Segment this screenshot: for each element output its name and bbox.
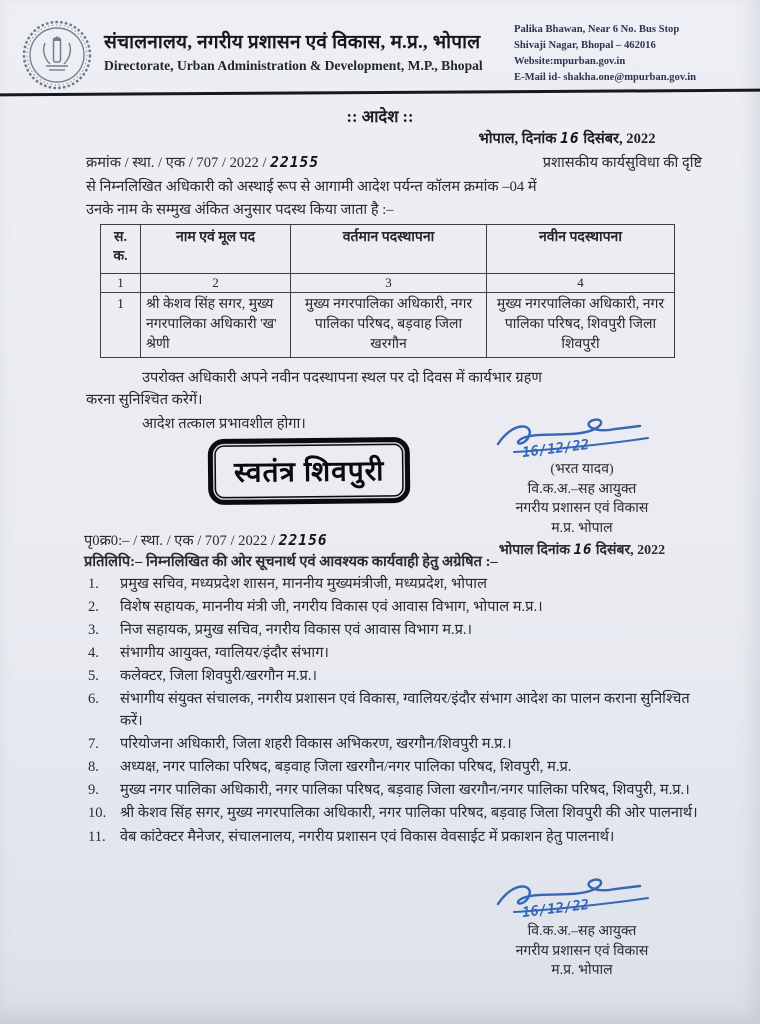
signature-area: [460, 876, 704, 922]
table-colnum-row: [101, 274, 675, 293]
endorsement-ref-printed: पृ0क्र0:– / स्था. / एक / 707 / 2022 /: [84, 533, 276, 549]
handwritten-day: 16: [573, 542, 593, 559]
list-item: [84, 597, 704, 619]
signatory-department: नगरीय प्रशासन एवं विकास: [515, 943, 649, 959]
item-text: निज सहायक, प्रमुख सचिव, नगरीय विकास एवं आवास विभाग म.प्र.।: [120, 622, 473, 639]
list-item: [84, 574, 704, 596]
reference-printed: क्रमांक / स्था. / एक / 707 / 2022 /: [86, 155, 267, 171]
order-effective-line: आदेश तत्काल प्रभावशील होगा।: [142, 416, 306, 432]
col-header-serial: स. क.: [101, 225, 141, 274]
list-item: [84, 827, 704, 849]
endorsement-reference: [84, 530, 704, 550]
address-line: Palika Bhawan, Near 6 No. Bus Stop: [514, 24, 680, 35]
item-number: 4.: [88, 645, 99, 662]
col-header-name: नाम एवं मूल पद: [141, 225, 291, 274]
list-item: [84, 666, 704, 688]
endorsement-ref-handwritten: 22156: [278, 532, 328, 549]
endorsement-section: [84, 530, 704, 850]
item-number: 5.: [88, 668, 99, 685]
address-email: E-Mail id- shakha.one@mpurban.gov.in: [514, 71, 697, 83]
signatory-name: (भरत यादव): [550, 462, 614, 477]
reference-number-row: [86, 152, 702, 172]
reference-handwritten: 22155: [270, 154, 320, 171]
item-number: 8.: [88, 759, 99, 776]
org-name-english: Directorate, Urban Administration & Development, M.P., Bhopal: [104, 58, 483, 73]
swatantra-shivpuri-stamp: स्वतंत्र शिवपुरी: [208, 437, 411, 505]
intro-line3: उनके नाम के सम्मुख अंकित अनुसार पदस्थ किया जाता है :–: [86, 202, 394, 218]
item-text: अध्यक्ष, नगर पालिका परिषद, बड़वाह जिला खरगौन/नगर पालिका परिषद, शिवपुरी, म.प्र.: [120, 759, 572, 776]
org-name-hindi: संचालनालय, नगरीय प्रशासन एवं विकास, म.प्र., भोपाल: [104, 32, 481, 53]
signature-block-bottom: [460, 876, 704, 981]
signatory-place: म.प्र. भोपाल: [551, 963, 613, 979]
org-title-block: [104, 14, 512, 74]
address-website: Website:mpurban.gov.in: [514, 55, 626, 67]
cell-officer-name: श्री केशव सिंह सगर, मुख्य नगरपालिका अधिकारी 'ख' श्रेणी: [141, 293, 291, 358]
table-header-row: [101, 225, 675, 274]
letterhead-address: [514, 14, 742, 86]
date-prefix: भोपाल दिनांक: [498, 543, 571, 559]
posting-table: [100, 224, 675, 358]
handwritten-sign-date: 16/12/22: [521, 436, 591, 462]
address-line: Shivaji Nagar, Bhopal – 462016: [514, 39, 656, 51]
col-header-current-posting: वर्तमान पदस्थापना: [291, 225, 487, 274]
mp-govt-emblem-logo: [20, 18, 94, 92]
list-item: [84, 803, 704, 825]
item-text: मुख्य नगर पालिका अधिकारी, नगर पालिका परिषद, बड़वाह जिला खरगौन/नगर पालिका परिषद, शिवपुरी, म.प्र.।: [120, 782, 690, 799]
reference-number: [86, 152, 319, 172]
item-number: 9.: [88, 782, 99, 799]
colnum: 3: [291, 274, 487, 293]
table-row: [101, 293, 675, 358]
item-text: संभागीय आयुक्त, ग्वालियर/इंदौर संभाग।: [120, 645, 329, 662]
signatory-department: नगरीय प्रशासन एवं विकास: [515, 501, 649, 517]
item-number: 1.: [88, 576, 99, 592]
intro-line2: से निम्नलिखित अधिकारी को अस्थाई रूप से आगामी आदेश पर्यन्त कॉलम क्रमांक –04 में: [86, 179, 537, 195]
colnum: 4: [487, 274, 675, 293]
colnum: 2: [141, 274, 291, 293]
col-header-new-posting: नवीन पदस्थापना: [487, 225, 675, 274]
signatory-designation: वि.क.अ.–सह आयुक्त: [527, 481, 637, 497]
item-text: श्री केशव सिंह सगर, मुख्य नगरपालिका अधिकारी, नगर पालिका परिषद, बड़वाह जिला शिवपुरी की ओर पालनार्थ।: [120, 805, 698, 822]
copy-to-line: प्रतिलिपि:– निम्नलिखित की ओर सूचनार्थ एवं आवश्यक कार्यवाही हेतु अग्रेषित :–: [84, 554, 498, 570]
item-number: 2.: [88, 599, 99, 616]
item-text: संभागीय संयुक्त संचालक, नगरीय प्रशासन एवं विकास, ग्वालियर/इंदौर संभाग आदेश का पालन कराना सुनिश्चित करें।: [120, 691, 690, 730]
list-item: [84, 643, 704, 665]
item-text: वेब कांटेक्टर मैनेजर, संचालनालय, नगरीय प्रशासन एवं विकास वेवसाईट में प्रकाशन हेतु पालनार्थ।: [120, 828, 615, 845]
item-number: 7.: [88, 736, 99, 753]
item-number: 10.: [88, 805, 107, 822]
item-text: विशेष सहायक, माननीय मंत्री जी, नगरीय विकास एवं आवास विभाग, भोपाल म.प्र.।: [120, 599, 543, 616]
signatory-designation: वि.क.अ.–सह आयुक्त: [527, 924, 637, 939]
order-place-date: [424, 128, 710, 148]
para-line: उपरोक्त अधिकारी अपने नवीन पदस्थापना स्थल पर दो दिवस में कार्यभार ग्रहण: [142, 370, 542, 386]
list-item: [84, 689, 704, 732]
date-suffix: दिसंबर, 2022: [583, 131, 656, 147]
signatory-place: म.प्र. भोपाल: [551, 520, 613, 536]
cell-current-posting: मुख्य नगरपालिका अधिकारी, नगर पालिका परिषद, बड़वाह जिला खरगौन: [291, 293, 487, 358]
para-line: करना सुनिश्चित करेगें।: [86, 391, 203, 408]
handwritten-day: 16: [560, 130, 580, 147]
list-item: [84, 734, 704, 756]
signature-area: [460, 416, 704, 462]
cell-new-posting: मुख्य नगरपालिका अधिकारी, नगर पालिका परिषद, शिवपुरी जिला शिवपुरी: [487, 293, 675, 358]
item-text: कलेक्टर, जिला शिवपुरी/खरगौन म.प्र.।: [120, 668, 318, 685]
date-suffix: दिसंबर, 2022: [595, 543, 666, 559]
cell-serial: 1: [101, 293, 141, 358]
item-number: 3.: [88, 622, 99, 639]
colnum: 1: [101, 274, 141, 293]
item-number: 6.: [88, 691, 99, 708]
order-title: :: आदेश ::: [346, 107, 414, 126]
list-item: [84, 757, 704, 779]
date-prefix: भोपाल, दिनांक: [478, 131, 557, 147]
list-item: [84, 620, 704, 642]
handwritten-sign-date: 16/12/22: [521, 896, 591, 922]
order-paragraph: [86, 368, 692, 412]
intro-first-words: प्रशासकीय कार्यसुविधा की दृष्टि: [542, 155, 702, 171]
item-text: परियोजना अधिकारी, जिला शहरी विकास अभिकरण, खरगौन/शिवपुरी म.प्र.।: [120, 736, 512, 753]
copy-recipient-list: [84, 574, 704, 848]
item-number: 11.: [88, 828, 106, 845]
list-item: [84, 780, 704, 802]
item-text: प्रमुख सचिव, मध्यप्रदेश शासन, माननीय मुख्यमंत्रीजी, मध्यप्रदेश, भोपाल: [120, 576, 487, 592]
letterhead: [20, 14, 742, 92]
